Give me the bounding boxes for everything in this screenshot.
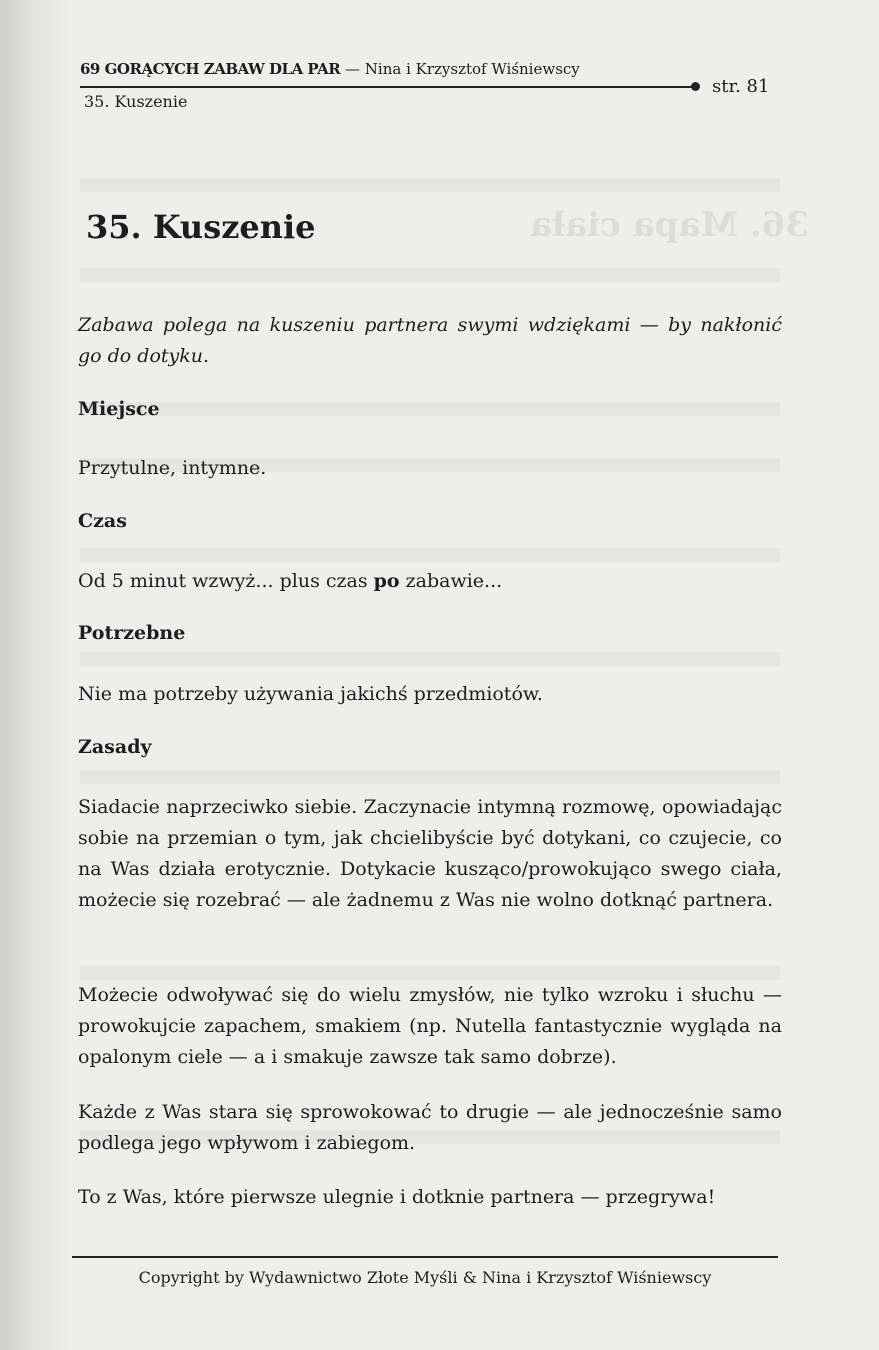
header-line — [80, 60, 580, 78]
zasady-paragraph-2: Możecie odwoływać się do wielu zmysłów, nie tylko wzroku i słuchu — prowokujcie zapachem, smakiem (np. Nutella fantastycznie wygląda na opalonym ciele — a i smakuje zawsze tak samo dobrze). — [78, 984, 782, 1068]
book-authors: Nina i Krzysztof Wiśniewscy — [364, 60, 580, 78]
bleed-through-line — [80, 178, 780, 192]
zasady-paragraph-3: Każde z Was stara się sprowokować to drugie — ale jednocześnie samo podlega jego wpływom i zabiegom. — [78, 1101, 782, 1154]
chapter-intro: Zabawa polega na kuszeniu partnera swymi wdziękami — by nakłonić go do dotyku. — [78, 314, 782, 367]
header-bullet — [691, 82, 700, 91]
heading-potrzebne: Potrzebne — [78, 622, 186, 644]
bleed-through-line — [80, 652, 780, 666]
bleed-through-title: 36. Mapa ciała — [530, 205, 810, 245]
zasady-paragraph-1: Siadacie naprzeciwko siebie. Zaczynacie intymną rozmowę, opowiadając sobie na przemian o tym, jak chcielibyście być dotykani, co czujecie, co na Was działa erotycznie. Dotykacie kusząco/prowokująco swego ciała, możecie się rozebrać — ale żadnemu z Was nie wolno dotknąć partnera. — [78, 796, 782, 911]
czas-text-bold: po — [373, 570, 400, 592]
header-separator: — — [340, 60, 365, 78]
bleed-through-line — [80, 402, 780, 416]
heading-miejsce: Miejsce — [78, 398, 160, 420]
bleed-through-line — [80, 268, 780, 282]
running-header — [80, 60, 780, 120]
czas-text-start: Od 5 minut wzwyż... plus czas — [78, 570, 374, 592]
copyright-footer: Copyright by Wydawnictwo Złote Myśli & Nina i Krzysztof Wiśniewscy — [138, 1268, 712, 1287]
page-gutter-shadow — [0, 0, 70, 1350]
chapter-title: 35. Kuszenie — [86, 208, 316, 246]
bleed-through-line — [80, 548, 780, 562]
czas-text-end: zabawie... — [399, 570, 503, 592]
header-section: 35. Kuszenie — [84, 92, 188, 111]
header-rule — [80, 86, 692, 88]
bleed-through-line — [80, 966, 780, 980]
text-czas — [78, 566, 782, 597]
zasady-paragraph-4: To z Was, które pierwsze ulegnie i dotknie partnera — przegrywa! — [78, 1186, 716, 1208]
text-potrzebne: Nie ma potrzeby używania jakichś przedmiotów. — [78, 683, 543, 705]
book-title: 69 GORĄCYCH ZABAW DLA PAR — [80, 60, 341, 78]
text-miejsce: Przytulne, intymne. — [78, 457, 267, 479]
heading-zasady: Zasady — [78, 736, 152, 758]
page-number: str. 81 — [712, 76, 770, 97]
heading-czas: Czas — [78, 510, 127, 532]
footer-rule — [72, 1256, 778, 1258]
bleed-through-line — [80, 770, 780, 784]
